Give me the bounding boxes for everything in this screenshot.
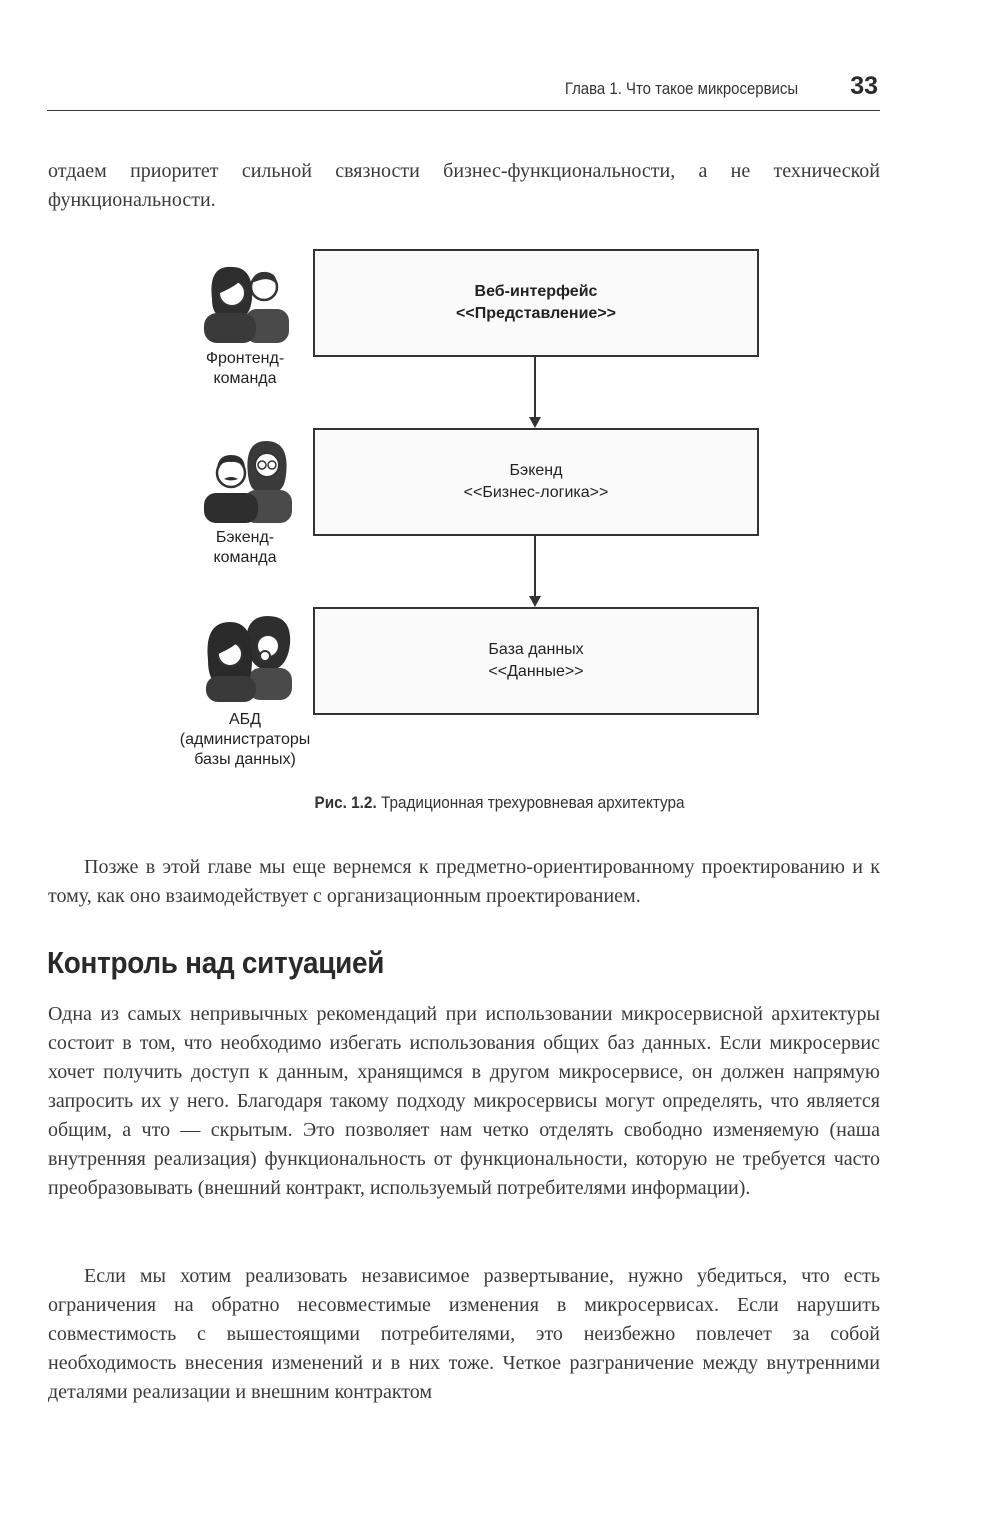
section-paragraph-2: Если мы хотим реализовать независимое развертывание, нужно убедиться, что есть ограничения на обратно несовместимые изменения в микросервисах. Если нарушить совместимость с вышестоящими потребителями, это неизбежно повлечет за собой необходимость внесения изменений и в них тоже. Четкое разграничение между внутренними деталями реализации и внешним контрактом	[48, 1265, 880, 1403]
section-paragraph-1: Одна из самых непривычных рекомендаций при использовании микросервисной архитектуры состоит в том, что необходимо избегать использования общих баз данных. Если микросервис хочет получить доступ к данным, хранящимся в другом микросервисе, он должен напрямую запросить их у него. Благодаря такому подходу микросервисы могут определять, что является общим, а что — скрытым. Это позволяет нам четко отделять свободно изменяемую (наша внутренняя реализация) функциональность от функциональности, которую не требуется часто преобразовывать (внешний контракт, используемый потребителями информации).	[48, 1003, 880, 1199]
layer-stereotype-web-ui: <<Представление>>	[456, 305, 616, 322]
arrow-head-2	[529, 596, 541, 607]
dba-team-label-text: АБД (администраторы базы данных)	[179, 711, 311, 768]
layer-title-web-ui: Веб-интерфейс	[474, 283, 598, 300]
arrow-shaft-1	[534, 355, 536, 417]
after-figure-paragraph: Позже в этой главе мы еще вернемся к предметно-ориентированному проектированию и к тому, как оно взаимодействует с организационным проектированием.	[48, 856, 880, 907]
layer-stereotype-backend: <<Бизнес-логика>>	[463, 484, 609, 501]
arrow-head-1	[529, 417, 541, 428]
frontend-team-icon	[198, 255, 293, 345]
figure-caption	[0, 793, 1000, 813]
page-header	[47, 70, 880, 111]
frontend-team-label-text: Фронтенд- команда	[205, 350, 285, 387]
dba-team-icon	[202, 612, 297, 704]
frontend-team-label	[180, 349, 310, 389]
intro-paragraph: отдаем приоритет сильной связности бизнес-функциональности, а не технической функциональности.	[48, 160, 880, 211]
layer-stereotype-database: <<Данные>>	[488, 663, 584, 680]
dba-team-label	[165, 710, 325, 770]
figure-number: Рис. 1.2.	[314, 793, 378, 812]
arrow-shaft-2	[534, 534, 536, 596]
layer-box-backend	[313, 428, 759, 536]
figure-caption-text: Традиционная трехуровневая архитектура	[381, 793, 685, 812]
layer-box-database	[313, 607, 759, 715]
chapter-title: Глава 1. Что такое микросервисы	[564, 79, 798, 98]
layer-box-web-ui	[313, 249, 759, 357]
section-heading: Контроль над ситуацией	[47, 945, 385, 980]
backend-team-icon	[200, 435, 295, 525]
backend-team-label-text: Бэкенд- команда	[213, 529, 277, 566]
layer-title-database: База данных	[488, 641, 584, 658]
backend-team-label	[180, 528, 310, 568]
page-number: 33	[850, 72, 878, 100]
layer-title-backend: Бэкенд	[509, 462, 563, 479]
